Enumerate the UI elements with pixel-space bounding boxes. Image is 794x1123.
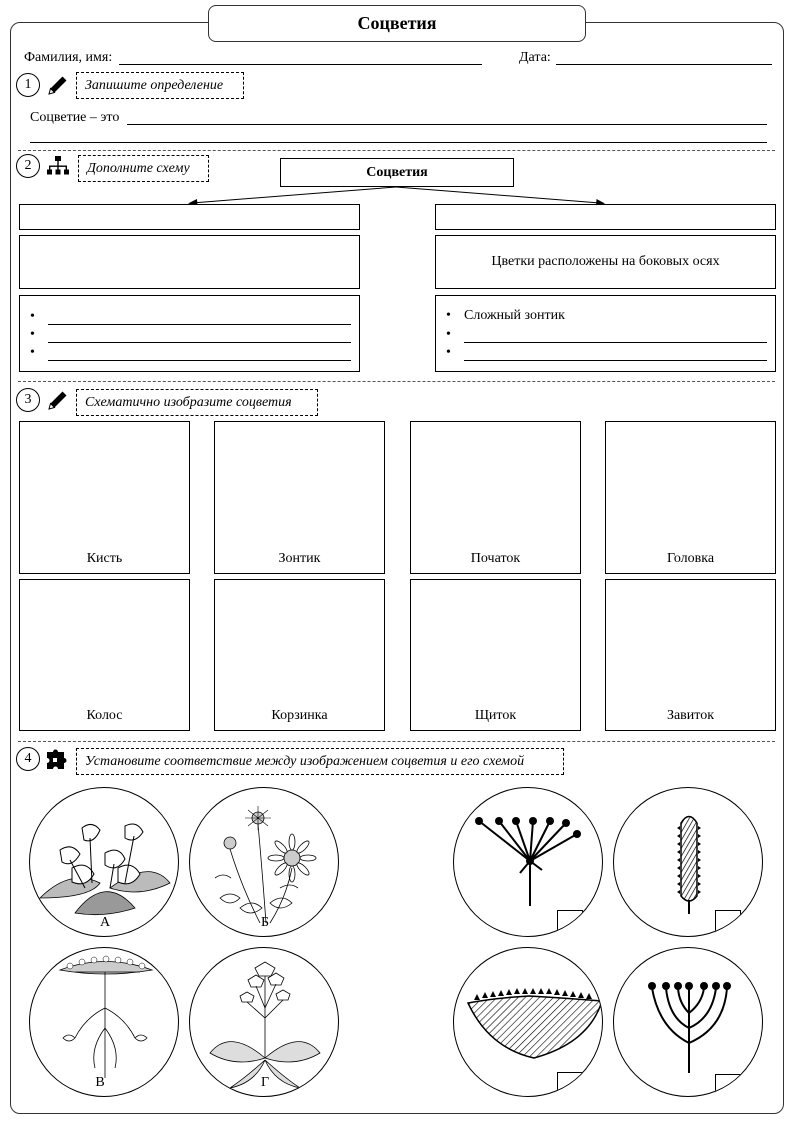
scheme-left-examples[interactable]	[19, 295, 360, 372]
draw-cell-korzinka[interactable]	[214, 579, 385, 731]
scheme-corymb	[613, 947, 763, 1097]
answer-box-corymb[interactable]	[715, 1074, 741, 1097]
cell-label: Колос	[86, 708, 123, 723]
flower-label-b: Б	[260, 915, 270, 930]
draw-cell-zavitok[interactable]	[605, 579, 776, 731]
definition-label: Соцветие – это	[30, 110, 120, 125]
flower-photo-b	[189, 787, 339, 937]
cell-label: Корзинка	[271, 708, 328, 723]
section-divider	[18, 741, 775, 742]
date-label: Дата:	[519, 50, 551, 65]
scheme-basket	[453, 947, 603, 1097]
task3-number: 3	[16, 388, 40, 412]
task4-number: 4	[16, 747, 40, 771]
right-bullet-1: • Сложный зонтик	[446, 308, 565, 323]
cell-label: Початок	[470, 551, 521, 566]
task1-instruction: Запишите определение	[76, 72, 244, 99]
answer-box-spike[interactable]	[715, 910, 741, 936]
cell-label: Головка	[666, 551, 715, 566]
cell-label: Кисть	[86, 551, 123, 566]
task1-number: 1	[16, 73, 40, 97]
answer-box-umbrella[interactable]	[557, 910, 583, 936]
scheme-left-title[interactable]	[19, 204, 360, 230]
flower-label-v: В	[95, 1075, 105, 1090]
task2-number: 2	[16, 154, 40, 178]
flower-label-g: Г	[260, 1075, 270, 1090]
scheme-right-description: Цветки расположены на боковых осях	[435, 235, 776, 289]
draw-cell-pochatok[interactable]	[410, 421, 581, 574]
left-bullet-2[interactable]: •	[30, 327, 351, 343]
flower-label-a: А	[99, 915, 111, 930]
scheme-right-examples	[435, 295, 776, 372]
cell-label: Зонтик	[278, 551, 321, 566]
left-bullet-3[interactable]: •	[30, 345, 351, 361]
draw-cell-shchitok[interactable]	[410, 579, 581, 731]
task3-instruction: Схематично изобразите соцветия	[76, 389, 318, 416]
right-bullet-3[interactable]: •	[446, 345, 767, 361]
draw-cell-kist[interactable]	[19, 421, 190, 574]
draw-cell-kolos[interactable]	[19, 579, 190, 731]
flower-photo-v	[29, 947, 179, 1097]
right-bullet-1-text: Сложный зонтик	[464, 308, 565, 323]
scheme-left-description[interactable]	[19, 235, 360, 289]
draw-cell-zontik[interactable]	[214, 421, 385, 574]
cell-label: Завиток	[666, 708, 715, 723]
answer-box-basket[interactable]	[557, 1072, 583, 1097]
section-divider	[18, 381, 775, 382]
flower-photo-g	[189, 947, 339, 1097]
puzzle-icon	[46, 748, 68, 770]
scheme-umbrella	[453, 787, 603, 937]
right-bullet-2[interactable]: •	[446, 327, 767, 343]
cell-label: Щиток	[474, 708, 517, 723]
scheme-root: Соцветия	[280, 158, 514, 187]
page-title: Соцветия	[208, 5, 586, 42]
pencil-icon	[46, 388, 70, 412]
flower-photo-a	[29, 787, 179, 937]
scheme-spike	[613, 787, 763, 937]
scheme-right-title[interactable]	[435, 204, 776, 230]
draw-cell-golovka[interactable]	[605, 421, 776, 574]
left-bullet-1[interactable]: •	[30, 309, 351, 325]
name-label: Фамилия, имя:	[24, 50, 113, 65]
task2-instruction: Дополните схему	[78, 155, 209, 182]
task4-instruction: Установите соответствие между изображением соцветия и его схемой	[76, 748, 564, 775]
